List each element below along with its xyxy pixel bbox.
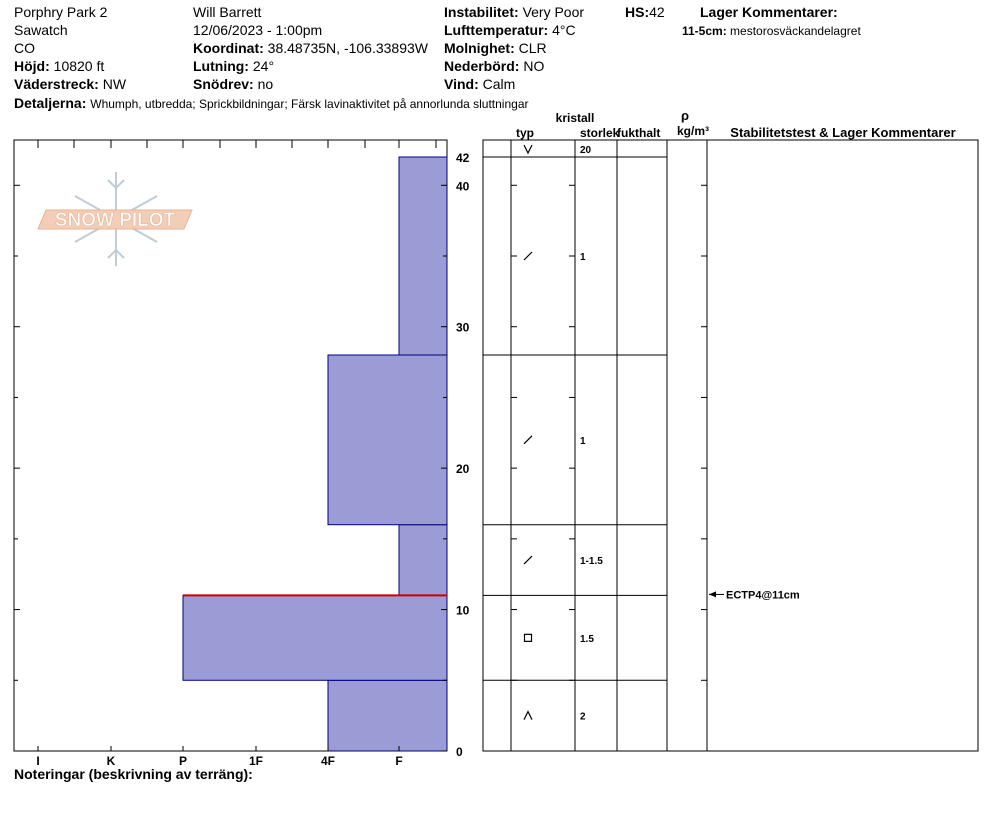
notes-label: Noteringar (beskrivning av terräng): [14,766,253,782]
layer-0-grain-size: 2 [580,711,586,723]
wind: Vind: Calm [444,76,516,92]
stability-test-result: ECTP4@11cm [726,589,800,602]
hardness-bar-0 [328,680,447,751]
state: CO [14,40,35,56]
hardness-label-K: K [106,754,116,768]
depth-label-20: 20 [456,462,470,477]
layer-4-grain-size: 1 [580,252,586,263]
layer-3-grain-size: 1 [580,435,586,447]
header-storlek: storlek [580,126,620,140]
observer: Will Barrett [193,4,262,20]
precipitation: Nederbörd: NO [444,58,545,74]
layer-table-frame [483,140,978,751]
stability-test-marker [709,589,800,601]
elevation: Höjd: 10820 ft [14,58,105,74]
header-typ: typ [516,126,534,140]
layer-2-grain-size: 1-1.5 [580,556,603,568]
wind-loading: Snödrev: no [193,76,274,92]
header-rho-units: kg/m³ [676,124,710,138]
header-fukthalt: fukthalt [617,126,661,140]
depth-label-30: 30 [456,320,470,335]
instability: Instabilitet: Very Poor [444,4,585,20]
depth-label-40: 40 [456,179,470,194]
layer-comment: 11-5cm: mestorosväckandelagret [682,24,861,38]
air-temperature: Lufttemperatur: 4°C [444,22,576,38]
layer-4-decomposing-icon [524,252,532,260]
layer-1-grain-size: 1.5 [580,633,594,645]
depth-label-42: 42 [456,151,470,165]
slope: Lutning: 24° [193,58,275,74]
layer-3-decomposing-icon [524,436,532,444]
location-name: Porphry Park 2 [14,4,108,20]
datetime: 12/06/2023 - 1:00pm [193,22,323,38]
depth-label-0: 0 [456,745,463,759]
hardness-label-F: F [395,754,403,768]
details: Detaljerna: Whumph, utbredda; Sprickbildningar; Färsk lavinaktivitet på annorlunda sluttningar [14,95,529,111]
hardness-label-I: I [36,754,40,768]
surface-surface-hoar-icon [524,145,532,153]
hardness-bar-3 [328,355,447,525]
surface-grain-size: 20 [580,145,592,156]
header-stability: Stabilitetstest & Lager Kommentarer [730,125,956,140]
layer-2-decomposing-icon [524,556,532,564]
hardness-bar-2 [399,525,447,596]
snowpilot-logo [38,172,192,266]
aspect: Väderstreck: NW [14,76,127,92]
hardness-label-1F: 1F [248,754,264,768]
coordinates: Koordinat: 38.48735N, -106.33893W [193,40,428,56]
hardness-label-P: P [178,754,188,768]
hardness-bar-4 [399,157,447,355]
sky-cover: Molnighet: CLR [444,40,547,56]
mountain-range: Sawatch [14,22,68,38]
layer-comments-title: Lager Kommentarer: [700,4,838,20]
hardness-bar-1 [183,595,447,680]
layer-0-precipitation-particles-icon [524,712,532,720]
layer-1-faceted-icon [525,634,532,641]
header-rho: ρ [680,108,690,123]
header-kristall: kristall [555,111,595,125]
hardness-label-4F: 4F [320,754,336,768]
logo-text: SNOW PILOT [54,210,176,231]
snow-height: HS:42 [625,4,665,20]
depth-label-10: 10 [456,603,470,618]
